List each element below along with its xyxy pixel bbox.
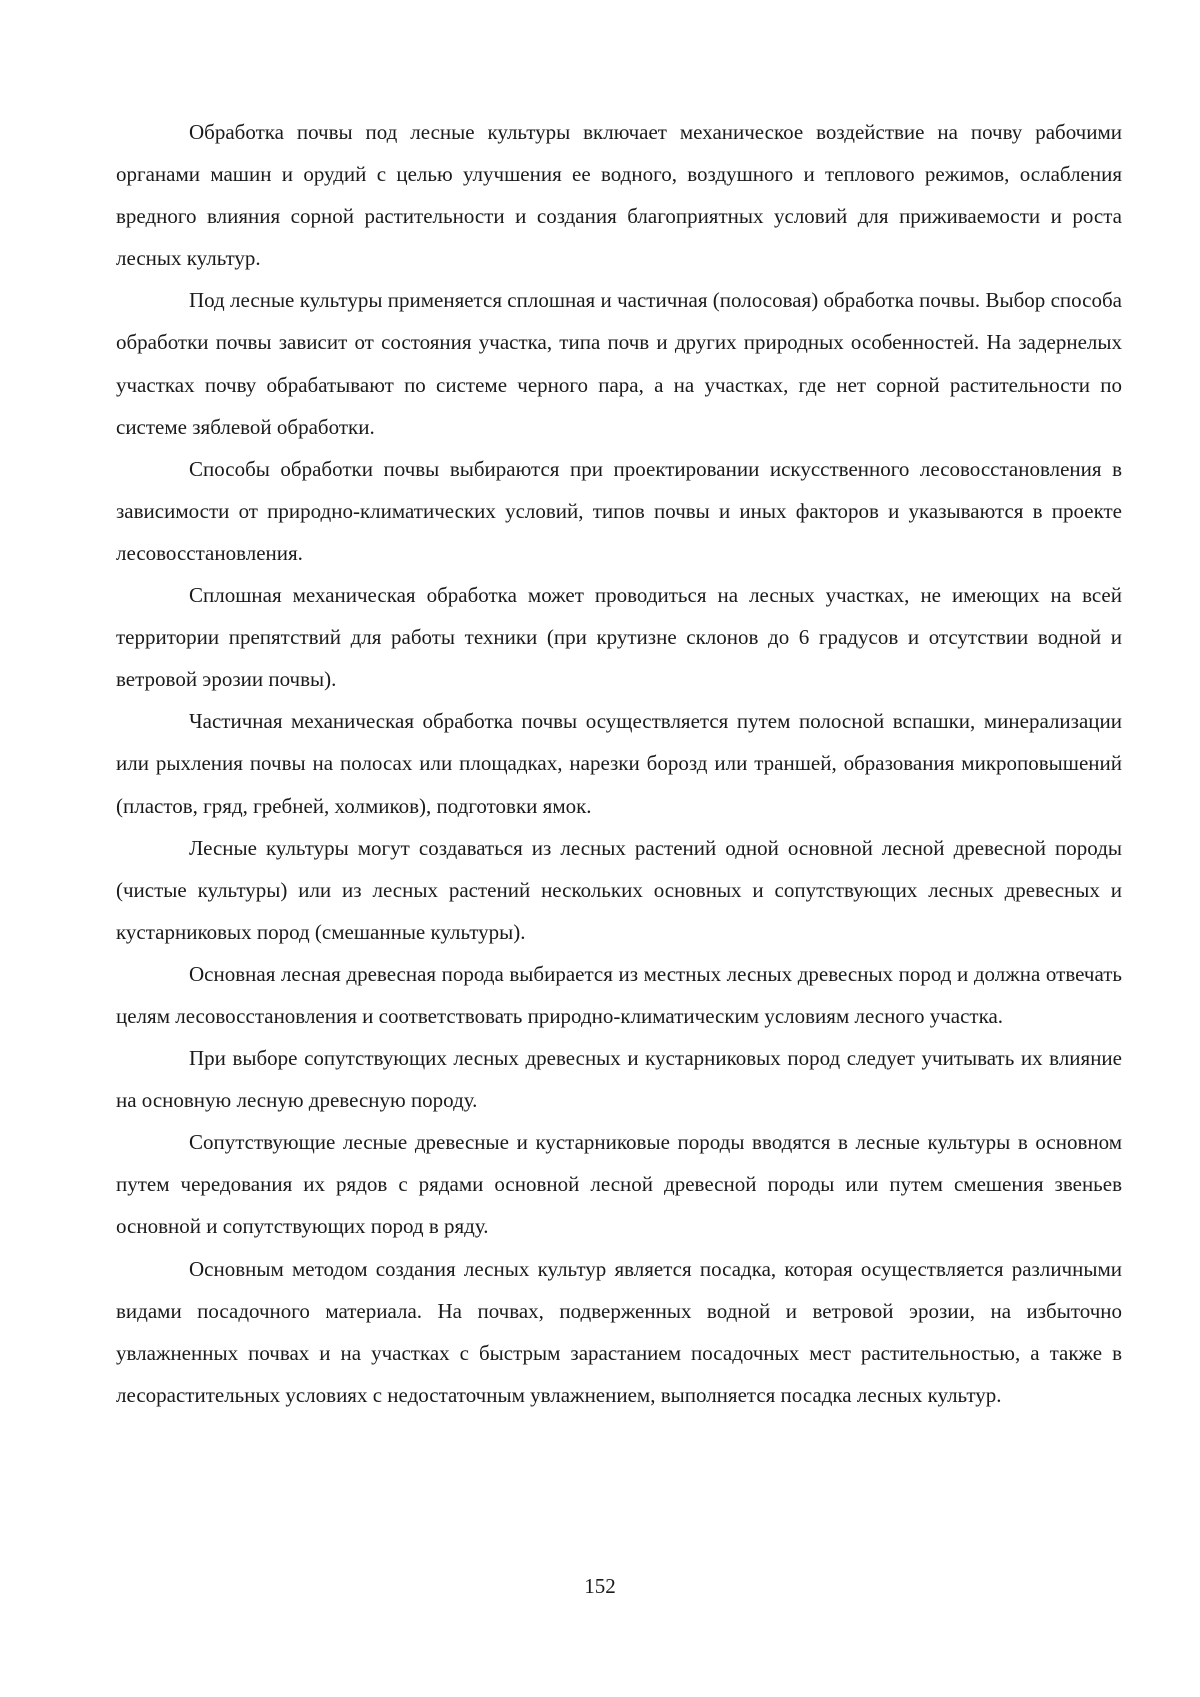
paragraph: Под лесные культуры применяется сплошная и частичная (полосовая) обработка почвы. Выбор способа обработки почвы зависит от состояния участка, типа почв и других природных особенностей. На задернелых участках почву обрабатывают по системе черного пара, а на участках, где нет сорной растительности по системе зяблевой обработки.: [116, 288, 1122, 439]
paragraph: Способы обработки почвы выбираются при проектировании искусственного лесовосстановления в зависимости от природно-климатических условий, типов почвы и иных факторов и указываются в проекте лесовосстановления.: [116, 456, 1122, 565]
paragraph: Лесные культуры могут создаваться из лесных растений одной основной лесной древесной породы (чистые культуры) или из лесных растений нескольких основных и сопутствующих лесных древесных и кустарниковых пород (смешанные культуры).: [116, 835, 1122, 944]
paragraph: При выборе сопутствующих лесных древесных и кустарниковых пород следует учитывать их влияние на основную лесную древесную породу.: [116, 1046, 1122, 1113]
paragraph: Основным методом создания лесных культур является посадка, которая осуществляется различными видами посадочного материала. На почвах, подверженных водной и ветровой эрозии, на избыточно увлажненных почвах и на участках с быстрым зарастанием посадочных мест растительностью, а также в лесорастительных условиях с недостаточным увлажнением, выполняется посадка лесных культур.: [116, 1256, 1122, 1407]
paragraph: Основная лесная древесная порода выбирается из местных лесных древесных пород и должна отвечать целям лесовосстановления и соответствовать природно-климатическим условиям лесного участка.: [116, 961, 1122, 1028]
paragraph: Сопутствующие лесные древесные и кустарниковые породы вводятся в лесные культуры в основном путем чередования их рядов с рядами основной лесной древесной породы или путем смешения звеньев основной и сопутствующих пород в ряду.: [116, 1130, 1122, 1239]
paragraph: Обработка почвы под лесные культуры включает механическое воздействие на почву рабочими органами машин и орудий с целью улучшения ее водного, воздушного и теплового режимов, ослабления вредного влияния сорной растительности и создания благоприятных условий для приживаемости и роста лесных культур.: [116, 120, 1122, 271]
paragraph: Частичная механическая обработка почвы осуществляется путем полосной вспашки, минерализации или рыхления почвы на полосах или площадках, нарезки борозд или траншей, образования микроповышений (пластов, гряд, гребней, холмиков), подготовки ямок.: [116, 709, 1122, 818]
paragraph: Сплошная механическая обработка может проводиться на лесных участках, не имеющих на всей территории препятствий для работы техники (при крутизне склонов до 6 градусов и отсутствии водной и ветровой эрозии почвы).: [116, 583, 1122, 692]
page-number: 152: [584, 1574, 616, 1598]
body-text: [116, 111, 1122, 1416]
